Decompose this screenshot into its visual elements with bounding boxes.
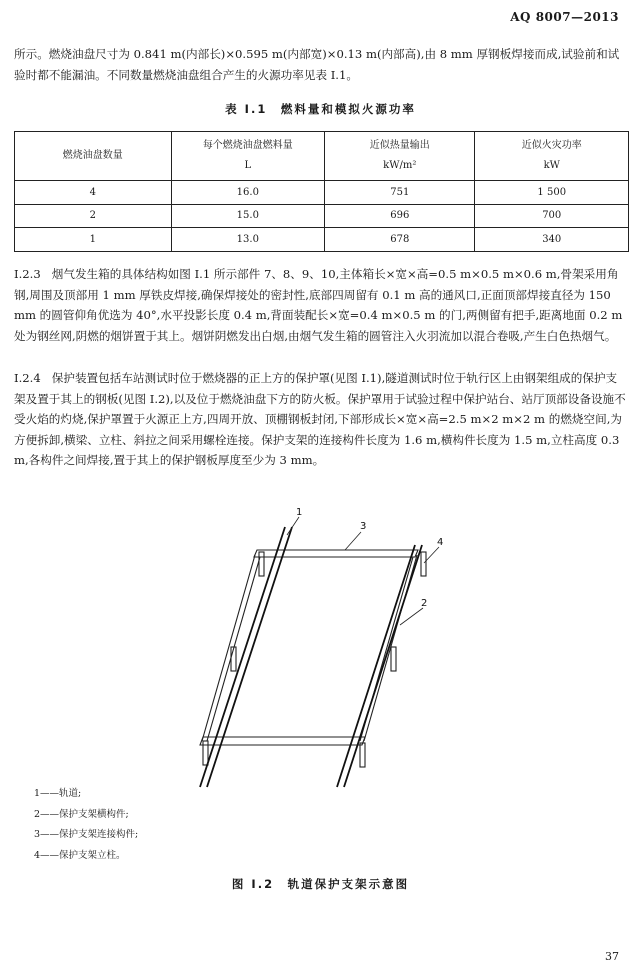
table-cell: 696 (325, 204, 475, 228)
legend-item: 4——保护支架立柱。 (34, 849, 126, 861)
rail-left-outer (200, 527, 285, 787)
callout-label-2: 2 (421, 598, 428, 609)
post-bottom-right (360, 743, 365, 767)
header-fuel-per-tray: 每个燃烧油盘燃料量 L (171, 132, 325, 181)
rail-left-inner (207, 527, 292, 787)
section-i24-number: I.2.4 (14, 371, 41, 385)
callout-label-3: 3 (360, 521, 367, 532)
table-header-row (15, 132, 629, 181)
table-cell: 4 (15, 181, 172, 205)
section-i23-number: I.2.3 (14, 267, 41, 281)
section-i23-text: 烟气发生箱的具体结构如图 I.1 所示部件 7、8、9、10,主体箱长×宽×高=0.5 m×0.5 m×0.6 m,骨架采用角钢,周围及顶部用 1 mm 厚铁皮焊接,确保焊接处的密封性,底部四周留有 0.1 m 高的通风口,正面顶部焊接直径为 150 mm 的圆管仰角优选为 40°,水平投影长度 0.4 m,背面装配长×宽=0.4 m×0.5 m 的门,两侧留有把手,距离地面 0.2 m 处为钢丝网,阴燃的烟饼置于其上。烟饼阴燃发出白烟,由烟气发生箱的圆管注入火羽流加以混合卷吸,产生白色热烟气。 (14, 267, 623, 343)
table-cell: 678 (325, 228, 475, 252)
standard-code-header: AQ 8007—2013 (510, 10, 619, 24)
table-cell: 16.0 (171, 181, 325, 205)
fuel-power-table (14, 131, 629, 252)
table-cell: 1 (15, 228, 172, 252)
legend-item: 3——保护支架连接构件; (34, 829, 139, 840)
table-cell: 13.0 (171, 228, 325, 252)
header-heat-output: 近似热量输出 kW/m² (325, 132, 475, 181)
table-cell: 751 (325, 181, 475, 205)
table-cell: 15.0 (171, 204, 325, 228)
section-i24-paragraph (14, 368, 628, 471)
table-cell: 700 (475, 204, 629, 228)
legend-item: 1——轨道; (34, 788, 82, 799)
callout-leader-1 (287, 517, 299, 535)
section-i23-paragraph (14, 264, 628, 346)
callout-leader-3 (345, 532, 361, 550)
table-caption: 表 I.1 燃料量和模拟火源功率 (225, 102, 416, 116)
rail-right-outer (337, 545, 415, 787)
section-i24-text: 保护装置包括车站测试时位于燃烧器的正上方的保护罩(见图 I.1),隧道测试时位于轨行区上由钢架组成的保护支架及置于其上的钢板(见图 I.2),以及位于燃烧油盘下方的防火板。保护罩用于试验过程中保护站台、站厅顶部设备设施不受火焰的灼烧,保护罩置于火源正上方,四周开放、顶棚钢板封闭,下部形成长×宽×高=2.5 m×2 m×2 m 的燃烧空间,为方便拆卸,横梁、立柱、斜拉之间采用螺栓连接。保护支架的连接构件长度为 1.6 m,横构件长度为 1.5 m,立柱高度 0.3 m,各构件之间焊接,置于其上的保护钢板厚度至少为 3 mm。 (14, 371, 626, 468)
header-tray-count: 燃烧油盘数量 (15, 132, 172, 181)
table-cell: 2 (15, 204, 172, 228)
legend-item: 2——保护支架横构件; (34, 808, 129, 820)
callout-leader-2 (400, 608, 423, 625)
connecting-member-top (254, 550, 418, 557)
intro-paragraph: 所示。燃烧油盘尺寸为 0.841 m(内部长)×0.595 m(内部宽)×0.13 m(内部高),由 8 mm 厚钢板焊接而成,试验前和试验时都不能漏油。不同数量燃烧油盘组合产生的火源功率见表 I.1。 (14, 47, 620, 82)
connecting-member-bottom (200, 737, 365, 745)
figure-caption: 图 I.2 轨道保护支架示意图 (231, 877, 410, 891)
page-number: 37 (605, 950, 619, 963)
post-mid-right (391, 647, 396, 671)
table-row (15, 204, 629, 228)
table-cell: 1 500 (475, 181, 629, 205)
table-row (15, 228, 629, 252)
callout-label-1: 1 (296, 507, 303, 518)
header-fire-power: 近似火灾功率 kW (475, 132, 629, 181)
table-row (15, 181, 629, 205)
table-cell: 340 (475, 228, 629, 252)
track-support-diagram (195, 505, 445, 790)
cross-member-left (202, 555, 255, 741)
post-top-left (259, 552, 264, 576)
rail-right-inner (344, 545, 422, 787)
figure-legend (34, 784, 138, 866)
post-top-right (421, 552, 426, 576)
callout-label-4: 4 (437, 537, 444, 548)
